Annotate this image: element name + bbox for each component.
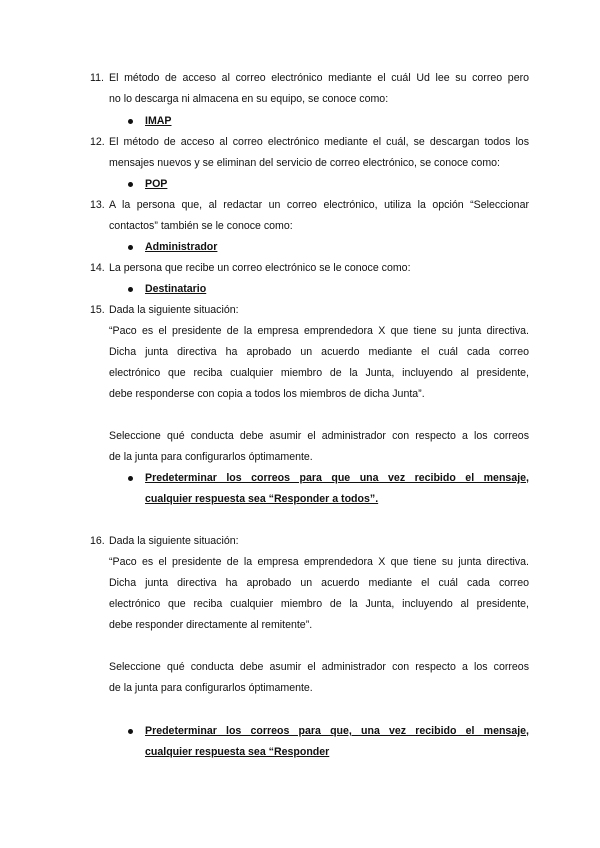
question-11-line-1: El método de acceso al correo electrónico mediante el cuál Ud lee su correo pero [109, 72, 529, 84]
question-13-number: 13. [90, 199, 105, 211]
question-14-line-1: La persona que recibe un correo electrónico se le conoce como: [109, 262, 411, 274]
question-14-answer: Destinatario [145, 283, 207, 295]
question-15-answer-line-2: cualquier respuesta sea “Responder a todos”. [145, 493, 379, 505]
question-15-number: 15. [90, 304, 105, 316]
question-16-line-3: Dicha junta directiva ha aprobado un acuerdo mediante el cuál cada correo [109, 577, 529, 589]
question-16-line-4: electrónico que reciba cualquier miembro de la Junta, incluyendo al presidente, [109, 598, 529, 610]
question-15-line-1: Dada la siguiente situación: [109, 304, 239, 316]
question-12-number: 12. [90, 136, 105, 148]
question-16-line-2: “Paco es el presidente de la empresa emprendedora X que tiene su junta directiva. [109, 556, 529, 568]
question-13-line-2: contactos” también se le conoce como: [109, 220, 293, 232]
question-15-line-2: “Paco es el presidente de la empresa emprendedora X que tiene su junta directiva. [109, 325, 529, 337]
question-15-line-3: Dicha junta directiva ha aprobado un acuerdo mediante el cuál cada correo [109, 346, 529, 358]
bullet-icon [128, 245, 133, 250]
question-16-line-6: Seleccione qué conducta debe asumir el administrador con respecto a los correos [109, 661, 529, 673]
question-15-line-6: Seleccione qué conducta debe asumir el administrador con respecto a los correos [109, 430, 529, 442]
question-16-line-7: de la junta para configurarlos óptimamente. [109, 682, 313, 694]
bullet-icon [128, 476, 133, 481]
question-12-line-1: El método de acceso al correo electrónico mediante el cuál, se descargan todos los [109, 136, 529, 148]
question-11-answer: IMAP [145, 115, 172, 127]
question-14-number: 14. [90, 262, 105, 274]
bullet-icon [128, 182, 133, 187]
question-11-number: 11. [90, 72, 104, 84]
bullet-icon [128, 729, 133, 734]
question-16-number: 16. [90, 535, 105, 547]
question-13-answer: Administrador [145, 241, 218, 253]
question-12-line-2: mensajes nuevos y se eliminan del servicio de correo electrónico, se conoce como: [109, 157, 500, 169]
question-15-answer-line-1: Predeterminar los correos para que una vez recibido el mensaje, [145, 472, 529, 484]
question-11-line-2: no lo descarga ni almacena en su equipo, se conoce como: [109, 93, 389, 105]
question-15-line-5: debe responderse con copia a todos los miembros de dicha Junta”. [109, 388, 425, 400]
question-16-answer-line-2: cualquier respuesta sea “Responder [145, 746, 330, 758]
question-16-line-1: Dada la siguiente situación: [109, 535, 239, 547]
question-15-line-4: electrónico que reciba cualquier miembro de la Junta, incluyendo al presidente, [109, 367, 529, 379]
question-15-line-7: de la junta para configurarlos óptimamente. [109, 451, 313, 463]
question-13-line-1: A la persona que, al redactar un correo electrónico, utiliza la opción “Seleccionar [109, 199, 529, 211]
question-16-answer-line-1: Predeterminar los correos para que, una vez recibido el mensaje, [145, 725, 529, 737]
bullet-icon [128, 287, 133, 292]
bullet-icon [128, 119, 133, 124]
question-16-line-5: debe responder directamente al remitente”. [109, 619, 313, 631]
question-12-answer: POP [145, 178, 168, 190]
